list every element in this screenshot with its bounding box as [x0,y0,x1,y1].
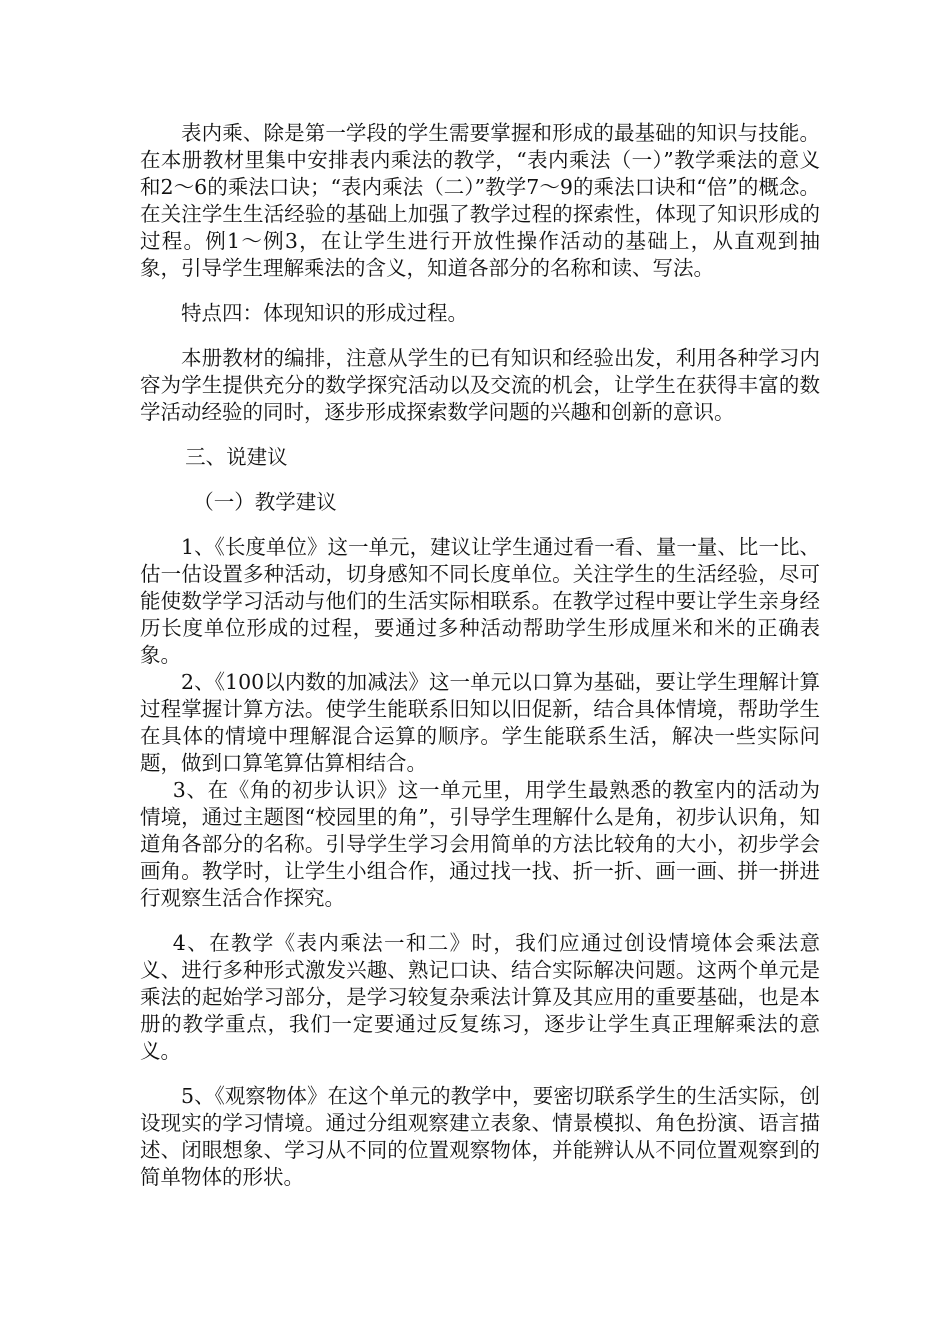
paragraph-feature-four: 特点四：体现知识的形成过程。 [181,301,468,325]
subsection-heading-teaching-suggestions: （一）教学建议 [193,490,337,514]
suggestion-5-observing-objects: 5、《观察物体》在这个单元的教学中，要密切联系学生的生活实际，创设现实的学习情境。通过分组观察建立表象、情景模拟、角色扮演、语言描述、闭眼想象、学习从不同的位置观察物体，并能辨认从不同位置观察到的简单物体的形状。 [140,1084,820,1189]
suggestion-4-multiplication: 4、在教学《表内乘法一和二》时，我们应通过创设情境体会乘法意义、进行多种形式激发兴趣、熟记口诀、结合实际解决问题。这两个单元是乘法的起始学习部分，是学习较复杂乘法计算及其应用的重要基础，也是本册的教学重点，我们一定要通过反复练习，逐步让学生真正理解乘法的意义。 [140,931,820,1063]
suggestion-3-angles: 3、在《角的初步认识》这一单元里，用学生最熟悉的教室内的活动为情境，通过主题图“校园里的角”，引导学生理解什么是角，初步认识角，知道角各部分的名称。引导学生学习会用简单的方法比较角的大小，初步学会画角。教学时，让学生小组合作，通过找一找、折一折、画一画、拼一拼进行观察生活合作探究。 [140,778,820,910]
suggestion-2-addition-subtraction: 2、《100以内数的加减法》这一单元以口算为基础，要让学生理解计算过程掌握计算方法。使学生能联系旧知以旧促新，结合具体情境，帮助学生在具体的情境中理解混合运算的顺序。学生能联系生活，解决一些实际问题，做到口算笔算估算相结合。 [140,670,820,775]
paragraph-textbook-arrangement: 本册教材的编排，注意从学生的已有知识和经验出发，利用各种学习内容为学生提供充分的数学探究活动以及交流的机会，让学生在获得丰富的数学活动经验的同时，逐步形成探索数学问题的兴趣和创新的意识。 [140,346,820,424]
suggestion-1-length-units: 1、《长度单位》这一单元，建议让学生通过看一看、量一量、比一比、估一估设置多种活动，切身感知不同长度单位。关注学生的生活经验，尽可能使数学学习活动与他们的生活实际相联系。在教学过程中要让学生亲身经历长度单位形成的过程，要通过多种活动帮助学生形成厘米和米的正确表象。 [140,535,820,667]
section-heading-suggestions: 三、说建议 [185,445,288,469]
document-page [140,120,820,1191]
paragraph-multiplication-intro: 表内乘、除是第一学段的学生需要掌握和形成的最基础的知识与技能。在本册教材里集中安排表内乘法的教学，“表内乘法（一）”教学乘法的意义和2～6的乘法口诀；“表内乘法（二）”教学7～9的乘法口诀和“倍”的概念。在关注学生生活经验的基础上加强了教学过程的探索性，体现了知识形成的过程。例1～例3，在让学生进行开放性操作活动的基础上，从直观到抽象，引导学生理解乘法的含义，知道各部分的名称和读、写法。 [140,121,820,280]
